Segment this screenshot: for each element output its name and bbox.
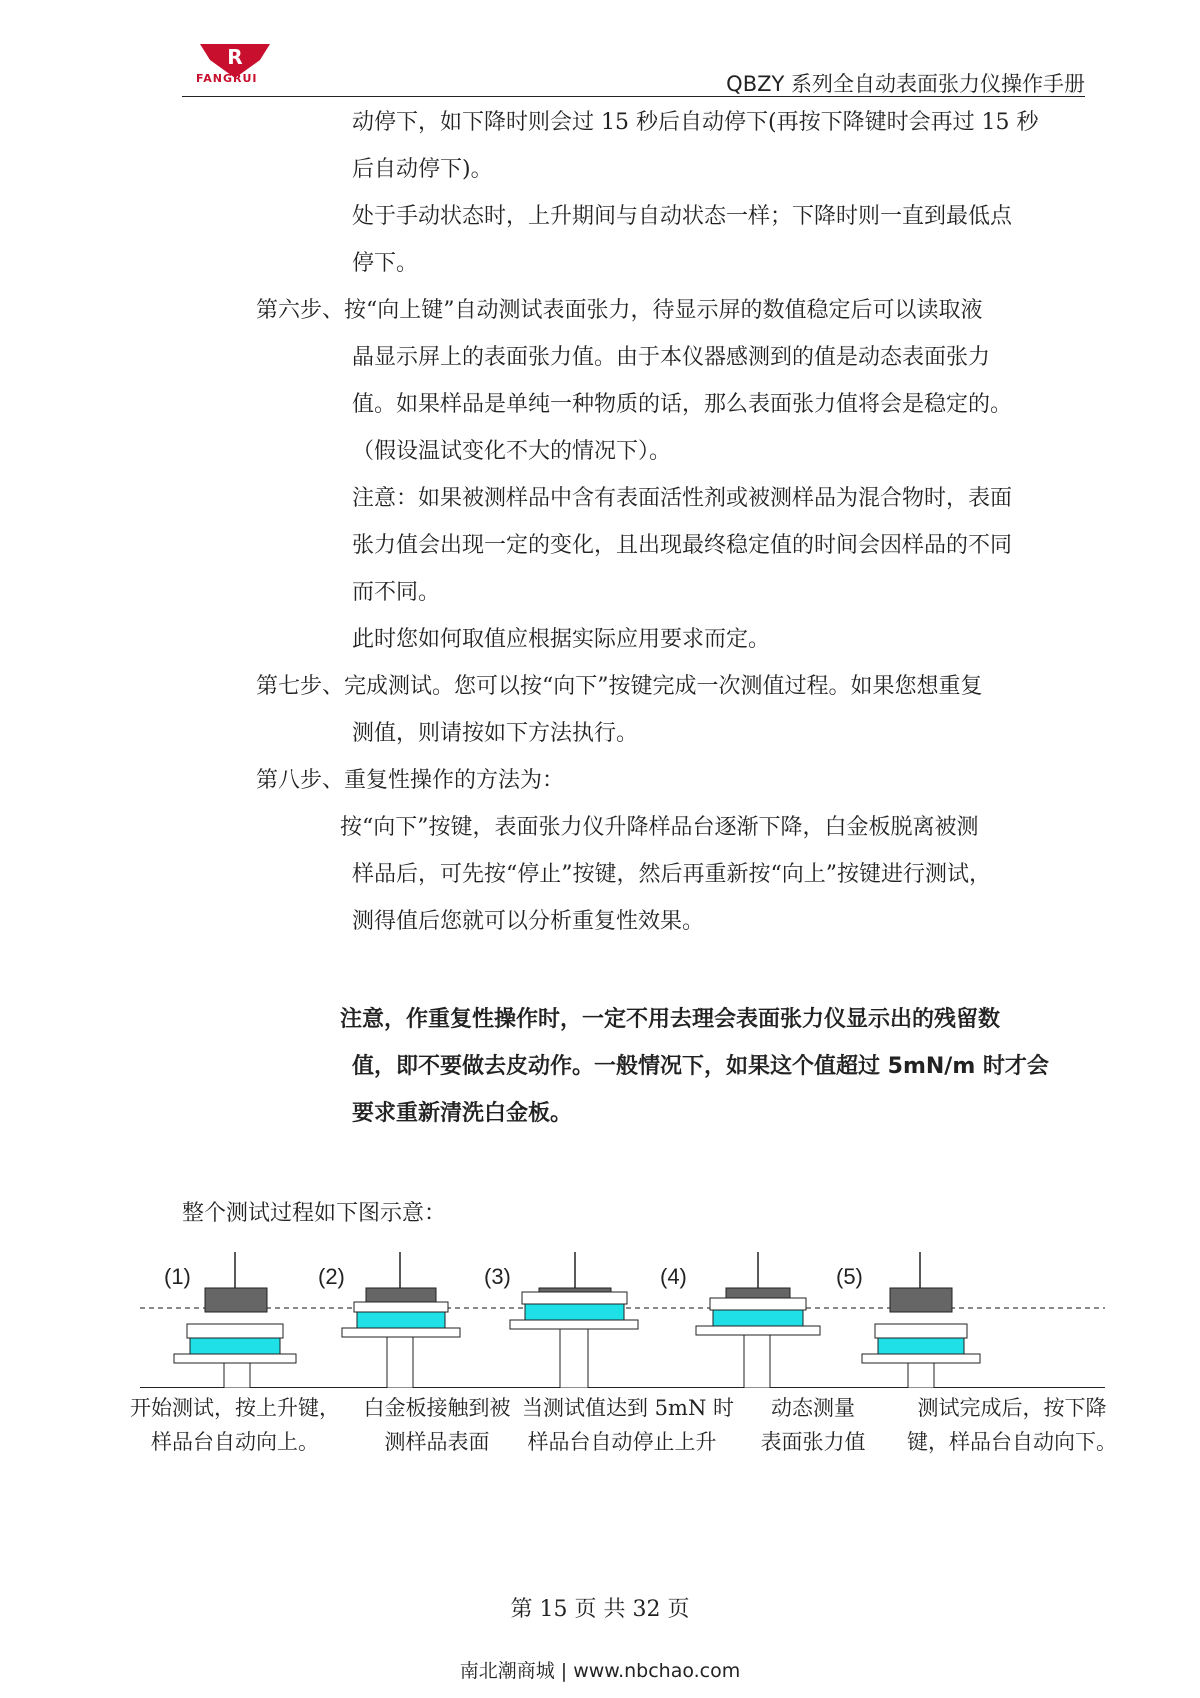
body-line: 样品后，可先按“停止”按键，然后再重新按“向上”按键进行测试，	[352, 862, 991, 887]
body-line: （假设温试变化不大的情况下）。	[352, 439, 672, 464]
step-4-apparatus	[696, 1252, 820, 1388]
step-label: (3)	[484, 1264, 511, 1289]
step-label: (2)	[318, 1264, 345, 1289]
header-title: QBZY 系列全自动表面张力仪操作手册	[726, 72, 1085, 96]
body-line: 值。如果样品是单纯一种物质的话，那么表面张力值将会是稳定的。	[352, 392, 1013, 417]
step-caption: 当测试值达到 5mN 时 样品台自动停止上升	[522, 1396, 734, 1454]
step-label: (5)	[836, 1264, 863, 1289]
body-line: 动停下，如下降时则会过 15 秒后自动停下(再按下降键时会再过 15 秒	[352, 110, 1039, 135]
body-line: 第六步、按“向上键”自动测试表面张力，待显示屏的数值稳定后可以读取液	[256, 298, 983, 323]
body-line: 第八步、重复性操作的方法为：	[256, 768, 565, 793]
step-3-apparatus	[510, 1252, 638, 1388]
body-line: 后自动停下)。	[352, 157, 493, 182]
site-watermark[interactable]: 南北潮商城 | www.nbchao.com	[459, 1660, 741, 1682]
body-line: 张力值会出现一定的变化，且出现最终稳定值的时间会因样品的不同	[352, 533, 1013, 558]
step-label: (1)	[164, 1264, 191, 1289]
body-line: 而不同。	[352, 580, 441, 605]
step-label: (4)	[660, 1264, 687, 1289]
note-line: 值，即不要做去皮动作。一般情况下，如果这个值超过 5mN/m 时才会	[352, 1054, 1049, 1079]
logo-text: FANGRUI	[196, 72, 258, 85]
body-line: 测值，则请按如下方法执行。	[352, 721, 639, 746]
note-line: 要求重新清洗白金板。	[352, 1101, 573, 1126]
body-line: 处于手动状态时，上升期间与自动状态一样；下降时则一直到最低点	[352, 204, 1013, 229]
step-caption: 开始测试，按上升键， 样品台自动向上。	[130, 1396, 340, 1454]
header-rule	[182, 96, 1085, 97]
step-2-apparatus	[342, 1252, 460, 1388]
diagram-title: 整个测试过程如下图示意：	[182, 1201, 447, 1226]
step-caption: 白金板接触到被 测样品表面	[363, 1396, 511, 1454]
body-line: 注意：如果被测样品中含有表面活性剂或被测样品为混合物时，表面	[352, 486, 1013, 511]
page-number: 第 15 页 共 32 页	[510, 1597, 690, 1622]
body-line: 按“向下”按键，表面张力仪升降样品台逐渐下降，白金板脱离被测	[340, 815, 979, 840]
process-diagram	[130, 1248, 1120, 1388]
body-line: 第七步、完成测试。您可以按“向下”按键完成一次测值过程。如果您想重复	[256, 674, 983, 699]
body-line: 测得值后您就可以分析重复性效果。	[352, 909, 705, 934]
body-line: 停下。	[352, 251, 419, 276]
step-1-apparatus	[174, 1252, 296, 1388]
note-line: 注意，作重复性操作时，一定不用去理会表面张力仪显示出的残留数	[340, 1007, 1001, 1032]
svg-text:R: R	[227, 45, 243, 69]
step-caption: 测试完成后，按下降 键，样品台自动向下。	[907, 1396, 1117, 1454]
body-line: 晶显示屏上的表面张力值。由于本仪器感测到的值是动态表面张力	[352, 345, 991, 370]
step-5-apparatus	[862, 1252, 980, 1388]
step-caption: 动态测量 表面张力值	[760, 1396, 866, 1454]
body-line: 此时您如何取值应根据实际应用要求而定。	[352, 627, 771, 652]
